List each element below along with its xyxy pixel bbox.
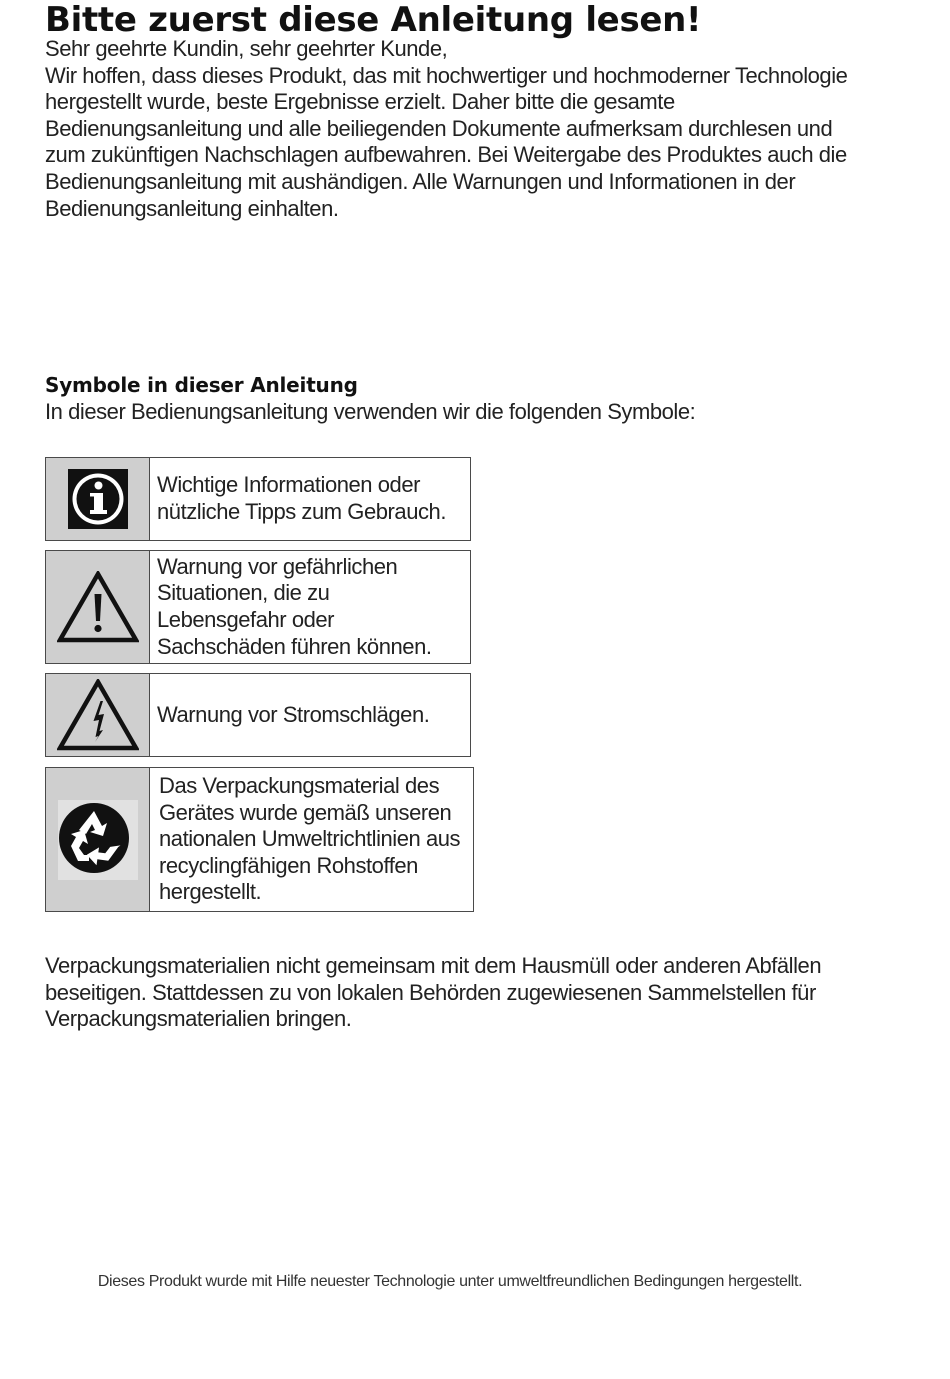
symbol-recycling-text (150, 768, 469, 911)
symbol-electric-box (45, 673, 471, 757)
disposal-note: Verpackungsmaterialien nicht gemeinsam mit dem Hausmüll oder anderen Abfällen beseitigen. Stattdessen zu von lokalen Behörden zugewiesenen Sammelstellen für Verpackungsmaterialien bringen. (45, 953, 822, 1032)
symbols-intro: In dieser Bedienungsanleitung verwenden wir die folgenden Symbole: (45, 399, 696, 424)
intro-greeting: Sehr geehrte Kundin, sehr geehrter Kunde, (45, 36, 448, 61)
symbol-icon-cell (46, 674, 150, 756)
page-title: Bitte zuerst diese Anleitung lesen! (45, 0, 702, 40)
symbol-electric-text (150, 674, 429, 756)
symbol-description: Das Verpackungsmaterial des Gerätes wurde gemäß unseren nationalen Umweltrichtlinien aus recyclingfähigen Rohstoffen hergestellt. (159, 773, 461, 905)
symbol-icon-cell (46, 551, 150, 663)
footer-note: Dieses Produkt wurde mit Hilfe neuester Technologie unter umweltfreundlichen Bedingungen hergestellt. (97, 1273, 803, 1290)
symbol-warning-box (45, 550, 471, 664)
symbols-heading: Symbole in dieser Anleitung (45, 373, 358, 397)
electric-shock-icon (57, 679, 139, 751)
symbol-warning-text (150, 551, 447, 663)
recycling-icon (58, 800, 138, 880)
intro-text (45, 36, 865, 222)
symbol-icon-cell (46, 458, 150, 540)
symbol-description: Wichtige Informationen oder nützliche Tipps zum Gebrauch. (157, 472, 446, 524)
info-icon (68, 469, 128, 529)
symbol-info-box (45, 457, 471, 541)
warning-triangle-icon (57, 571, 139, 643)
symbol-recycling-box (45, 767, 474, 912)
intro-body: Wir hoffen, dass dieses Produkt, das mit hochwertiger und hochmoderner Technologie hergestellt wurde, beste Ergebnisse erzielt. Daher bitte die gesamte Bedienungsanleitung und alle beiliegenden Dokumente aufmerksam durchlesen und zum zukünftigen Nachschlagen aufbewahren. Bei Weitergabe des Produktes auch die Bedienungsanleitung mit aushändigen. Alle Warnungen und Informationen in der Bedienungsanleitung einhalten. (45, 62, 848, 221)
symbol-description: Warnung vor gefährlichen Situationen, die zu Lebensgefahr oder Sachschäden führen können. (157, 553, 432, 659)
symbol-info-text (150, 458, 447, 540)
symbol-icon-cell (46, 768, 150, 911)
symbol-description: Warnung vor Stromschlägen. (157, 701, 430, 727)
